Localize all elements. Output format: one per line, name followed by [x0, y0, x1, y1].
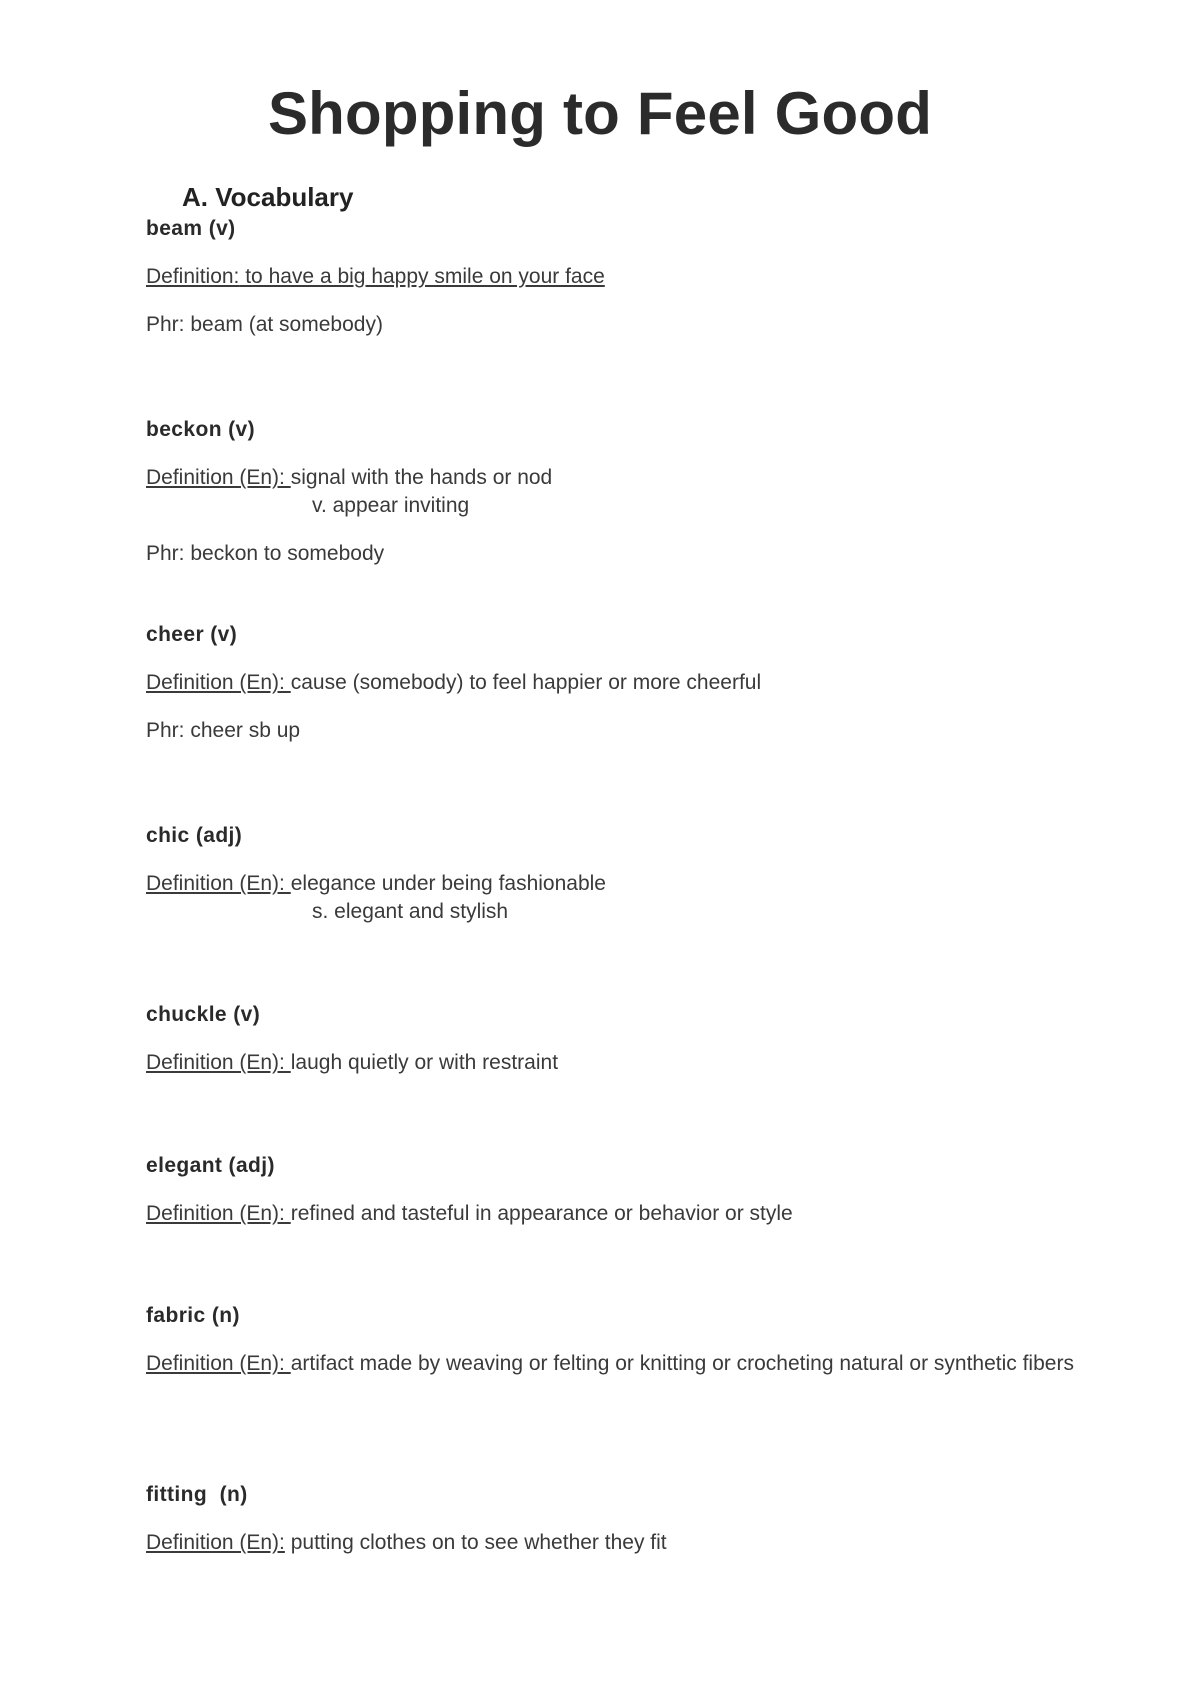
- vocab-definition: [146, 1350, 1096, 1378]
- definition-label: Definition (En):: [146, 872, 291, 895]
- vocab-definition: [146, 870, 1096, 898]
- definition-text: putting clothes on to see whether they fit: [284, 1531, 667, 1554]
- vocab-definition: [146, 669, 1096, 697]
- definition-label: Definition (En):: [146, 1531, 285, 1554]
- definition-label: Definition:: [146, 265, 240, 288]
- definition-continuation: s. elegant and stylish: [312, 900, 509, 923]
- vocab-word: elegant (adj): [146, 1154, 275, 1177]
- vocab-entry-beckon: [146, 416, 1096, 568]
- definition-text: refined and tasteful in appearance or behavior or style: [290, 1202, 793, 1225]
- vocab-phrase: Phr: beckon to somebody: [146, 542, 385, 565]
- vocab-phrase: Phr: beam (at somebody): [146, 313, 383, 336]
- vocab-entry-fitting: [146, 1481, 1096, 1557]
- definition-label: Definition (En):: [146, 671, 291, 694]
- definition-text: cause (somebody) to feel happier or more cheerful: [290, 671, 762, 694]
- vocab-definition: [146, 1200, 1096, 1228]
- vocab-entry-cheer: [146, 621, 1096, 745]
- vocab-word: fitting (n): [146, 1483, 248, 1506]
- definition-text: elegance under being fashionable: [290, 872, 606, 895]
- vocab-entry-elegant: [146, 1152, 1096, 1228]
- definition-continuation: v. appear inviting: [312, 494, 470, 517]
- vocab-entry-beam: [146, 215, 1096, 339]
- vocab-word: chuckle (v): [146, 1003, 261, 1026]
- vocab-definition: [146, 263, 1096, 291]
- definition-label: Definition (En):: [146, 1352, 291, 1375]
- definition-text: to have a big happy smile on your face: [239, 265, 605, 288]
- section-heading: A. Vocabulary: [182, 182, 354, 212]
- definition-text: artifact made by weaving or felting or knitting or crocheting natural or synthetic fibers: [290, 1352, 1074, 1375]
- definition-text: signal with the hands or nod: [290, 466, 553, 489]
- vocab-phrase: Phr: cheer sb up: [146, 719, 301, 742]
- definition-text: laugh quietly or with restraint: [290, 1051, 559, 1074]
- definition-label: Definition (En):: [146, 1051, 291, 1074]
- vocab-definition: [146, 1049, 1096, 1077]
- vocab-definition: [146, 1529, 1096, 1557]
- vocab-word: chic (adj): [146, 824, 243, 847]
- definition-label: Definition (En):: [146, 1202, 291, 1225]
- vocab-entry-chic: [146, 822, 1096, 926]
- vocab-definition: [146, 464, 1096, 492]
- vocab-word: beckon (v): [146, 418, 256, 441]
- vocab-entry-chuckle: [146, 1001, 1096, 1077]
- vocab-word: beam (v): [146, 217, 236, 240]
- vocab-word: cheer (v): [146, 623, 238, 646]
- vocab-entry-fabric: [146, 1302, 1096, 1378]
- vocab-word: fabric (n): [146, 1304, 240, 1327]
- definition-label: Definition (En):: [146, 466, 291, 489]
- document-title: Shopping to Feel Good: [267, 80, 933, 147]
